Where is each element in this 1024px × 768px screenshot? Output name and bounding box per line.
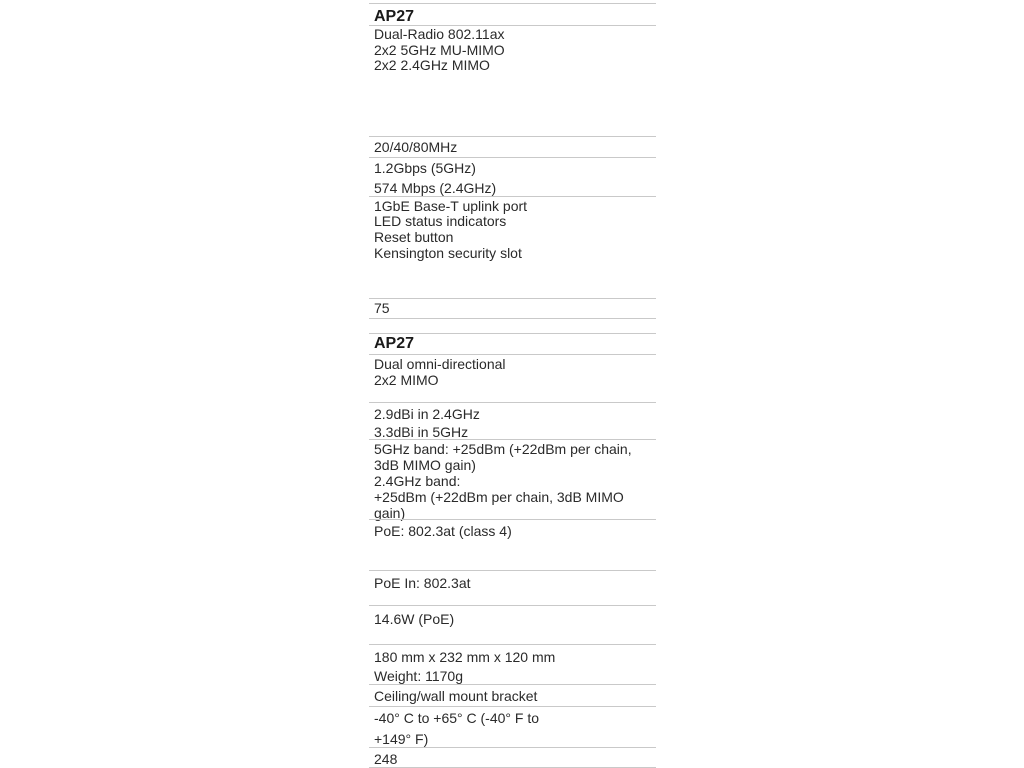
row-divider [369, 519, 656, 520]
data-rate-5ghz: 1.2Gbps (5GHz) [374, 160, 476, 176]
interface-line-2: LED status indicators [374, 213, 507, 229]
antenna-line-1: Dual omni-directional [374, 356, 506, 372]
row-divider [369, 747, 656, 748]
row-divider [369, 333, 656, 334]
temperature-line-2: +149° F) [374, 731, 429, 747]
channel-width: 20/40/80MHz [374, 139, 458, 155]
interface-line-1: 1GbE Base-T uplink port [374, 198, 528, 214]
tx-power-5ghz: 5GHz band: +25dBm (+22dBm per chain, 3dB MIMO gain) [374, 441, 632, 473]
spec-table-column [369, 0, 656, 768]
row-divider [369, 439, 656, 440]
antenna-line-2: 2x2 MIMO [374, 372, 439, 388]
gain-5ghz: 3.3dBi in 5GHz [374, 424, 469, 440]
row-divider [369, 570, 656, 571]
row-divider [369, 196, 656, 197]
row-divider [369, 3, 656, 4]
row-divider [369, 157, 656, 158]
row-divider [369, 298, 656, 299]
model-heading-2: AP27 [374, 335, 415, 352]
row-divider [369, 684, 656, 685]
data-rate-24ghz: 574 Mbps (2.4GHz) [374, 180, 497, 196]
tx-power-24ghz-label: 2.4GHz band: [374, 473, 461, 489]
row-divider [369, 318, 656, 319]
value-75: 75 [374, 300, 390, 316]
power-consumption: 14.6W (PoE) [374, 611, 455, 627]
gain-24ghz: 2.9dBi in 2.4GHz [374, 406, 480, 422]
row-divider [369, 644, 656, 645]
row-divider [369, 706, 656, 707]
row-divider [369, 136, 656, 137]
tx-power-24ghz: +25dBm (+22dBm per chain, 3dB MIMO gain) [374, 489, 624, 521]
value-248: 248 [374, 751, 398, 767]
row-divider [369, 605, 656, 606]
poe-in: PoE In: 802.3at [374, 575, 471, 591]
radio-line-1: Dual-Radio 802.11ax [374, 26, 505, 42]
radio-line-2: 2x2 5GHz MU-MIMO [374, 42, 505, 58]
interface-line-4: Kensington security slot [374, 245, 522, 261]
interface-line-3: Reset button [374, 229, 454, 245]
temperature-line-1: -40° C to +65° C (-40° F to [374, 710, 540, 726]
row-divider [369, 354, 656, 355]
dimensions: 180 mm x 232 mm x 120 mm [374, 649, 556, 665]
mounting: Ceiling/wall mount bracket [374, 688, 538, 704]
power-source: PoE: 802.3at (class 4) [374, 523, 512, 539]
radio-line-3: 2x2 2.4GHz MIMO [374, 57, 490, 73]
model-heading: AP27 [374, 8, 415, 25]
weight: Weight: 1170g [374, 668, 463, 684]
row-divider [369, 402, 656, 403]
